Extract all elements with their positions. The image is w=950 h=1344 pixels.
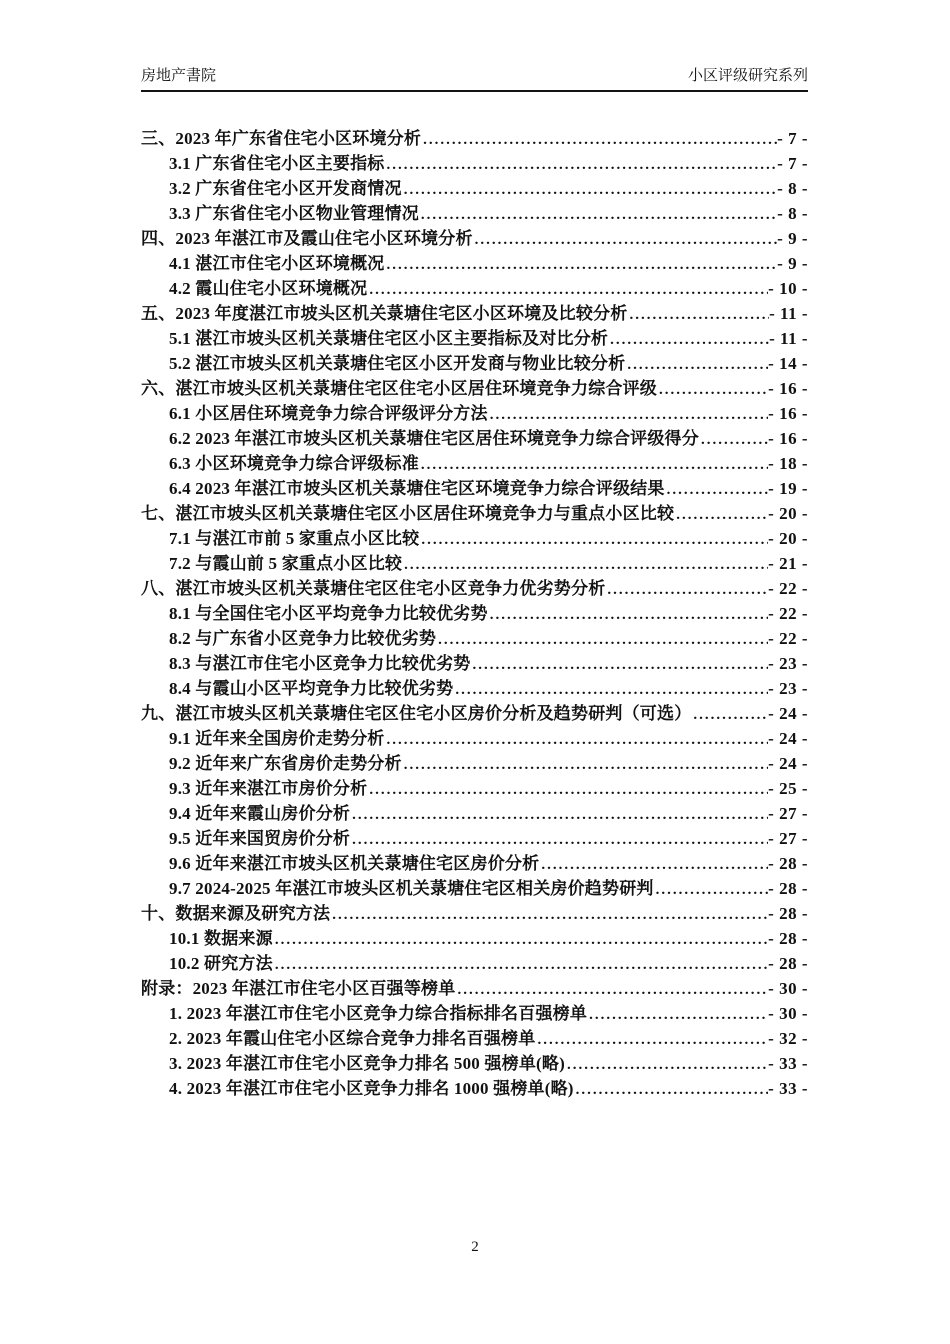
toc-entry-page-number: - 14 - [768, 354, 808, 373]
toc-entry[interactable] [141, 501, 808, 526]
toc-dot-leader [404, 753, 768, 778]
toc-dot-leader [275, 953, 768, 978]
toc-dot-leader [676, 503, 768, 528]
toc-entry-title: 4.1 湛江市住宅小区环境概况 [169, 254, 385, 273]
header-left-text: 房地产書院 [141, 68, 217, 84]
toc-dot-leader [567, 1053, 768, 1078]
toc-entry-title: 9.4 近年来霞山房价分析 [169, 804, 351, 823]
toc-dot-leader [387, 728, 769, 753]
toc-entry-title: 6.2 2023 年湛江市坡头区机关菉塘住宅区居住环境竞争力综合评级得分 [169, 429, 699, 448]
toc-entry-page-number: - 22 - [768, 604, 808, 623]
toc-entry-page-number: - 11 - [769, 304, 808, 323]
toc-dot-leader [352, 828, 768, 853]
toc-entry[interactable] [141, 676, 808, 701]
toc-entry[interactable] [141, 926, 808, 951]
toc-entry-title: 五、2023 年度湛江市坡头区机关菉塘住宅区小区环境及比较分析 [141, 304, 628, 323]
toc-entry-page-number: - 27 - [768, 804, 808, 823]
toc-dot-leader [473, 653, 769, 678]
toc-entry-title: 4.2 霞山住宅小区环境概况 [169, 279, 368, 298]
toc-entry[interactable] [141, 826, 808, 851]
toc-entry-page-number: - 33 - [768, 1079, 808, 1098]
toc-entry-title: 九、湛江市坡头区机关菉塘住宅区住宅小区房价分析及趋势研判（可选） [141, 704, 692, 723]
toc-entry[interactable] [141, 726, 808, 751]
toc-entry-page-number: - 10 - [768, 279, 808, 298]
toc-entry-page-number: - 7 - [777, 154, 808, 173]
toc-entry[interactable] [141, 1076, 808, 1101]
toc-entry[interactable] [141, 476, 808, 501]
toc-entry-title: 9.1 近年来全国房价走势分析 [169, 729, 385, 748]
toc-entry-page-number: - 25 - [768, 779, 808, 798]
toc-entry-title: 附录：2023 年湛江市住宅小区百强等榜单 [141, 979, 456, 998]
toc-entry[interactable] [141, 801, 808, 826]
toc-entry-page-number: - 28 - [768, 904, 808, 923]
toc-entry-page-number: - 7 - [777, 129, 808, 148]
toc-entry-title: 3.2 广东省住宅小区开发商情况 [169, 179, 402, 198]
toc-list [141, 126, 808, 1101]
toc-entry-title: 5.2 湛江市坡头区机关菉塘住宅区小区开发商与物业比较分析 [169, 354, 626, 373]
toc-entry[interactable] [141, 251, 808, 276]
toc-dot-leader [475, 228, 778, 253]
toc-entry-page-number: - 8 - [777, 204, 808, 223]
header-right-text: 小区评级研究系列 [687, 68, 808, 84]
toc-entry-title: 10.1 数据来源 [169, 929, 273, 948]
toc-entry-title: 八、湛江市坡头区机关菉塘住宅区住宅小区竞争力优劣势分析 [141, 579, 606, 598]
toc-dot-leader [693, 703, 768, 728]
toc-entry-page-number: - 30 - [768, 979, 808, 998]
toc-entry-page-number: - 22 - [768, 629, 808, 648]
toc-entry[interactable] [141, 276, 808, 301]
toc-entry-title: 8.2 与广东省小区竞争力比较优劣势 [169, 629, 437, 648]
toc-entry-page-number: - 20 - [768, 504, 808, 523]
toc-entry-title: 六、湛江市坡头区机关菉塘住宅区住宅小区居住环境竞争力综合评级 [141, 379, 657, 398]
toc-entry[interactable] [141, 526, 808, 551]
toc-dot-leader [455, 678, 768, 703]
toc-dot-leader [537, 1028, 768, 1053]
toc-entry-title: 8.1 与全国住宅小区平均竞争力比较优劣势 [169, 604, 488, 623]
toc-entry-title: 9.5 近年来国贸房价分析 [169, 829, 351, 848]
toc-entry-page-number: - 11 - [769, 329, 808, 348]
toc-entry-title: 9.3 近年来湛江市房价分析 [169, 779, 368, 798]
toc-dot-leader [541, 853, 768, 878]
toc-dot-leader [457, 978, 768, 1003]
toc-entry[interactable] [141, 876, 808, 901]
toc-entry-page-number: - 21 - [768, 554, 808, 573]
toc-entry-title: 3. 2023 年湛江市住宅小区竞争力排名 500 强榜单(略) [169, 1054, 565, 1073]
toc-entry-page-number: - 9 - [777, 254, 808, 273]
toc-dot-leader [490, 403, 768, 428]
toc-entry[interactable] [141, 626, 808, 651]
toc-entry-page-number: - 8 - [777, 179, 808, 198]
toc-dot-leader [387, 153, 778, 178]
toc-dot-leader [627, 353, 768, 378]
toc-entry[interactable] [141, 426, 808, 451]
toc-entry-title: 1. 2023 年湛江市住宅小区竞争力综合指标排名百强榜单 [169, 1004, 588, 1023]
toc-entry-title: 十、数据来源及研究方法 [141, 904, 331, 923]
toc-dot-leader [404, 553, 768, 578]
toc-entry-title: 7.1 与湛江市前 5 家重点小区比较 [169, 529, 420, 548]
toc-entry-title: 3.3 广东省住宅小区物业管理情况 [169, 204, 419, 223]
toc-entry-page-number: - 28 - [768, 854, 808, 873]
toc-entry[interactable] [141, 176, 808, 201]
toc-entry[interactable] [141, 851, 808, 876]
toc-entry-title: 七、湛江市坡头区机关菉塘住宅区小区居住环境竞争力与重点小区比较 [141, 504, 675, 523]
toc-entry-page-number: - 23 - [768, 654, 808, 673]
toc-entry-page-number: - 9 - [777, 229, 808, 248]
toc-entry-title: 三、2023 年广东省住宅小区环境分析 [141, 129, 422, 148]
toc-dot-leader [275, 928, 768, 953]
toc-dot-leader [423, 128, 777, 153]
toc-entry-title: 5.1 湛江市坡头区机关菉塘住宅区小区主要指标及对比分析 [169, 329, 609, 348]
toc-dot-leader [659, 378, 768, 403]
toc-entry-title: 10.2 研究方法 [169, 954, 273, 973]
toc-entry[interactable] [141, 751, 808, 776]
toc-entry-page-number: - 28 - [768, 929, 808, 948]
toc-entry[interactable] [141, 776, 808, 801]
toc-entry[interactable] [141, 976, 808, 1001]
toc-entry[interactable] [141, 701, 808, 726]
toc-entry-page-number: - 28 - [768, 879, 808, 898]
toc-entry[interactable] [141, 1026, 808, 1051]
toc-dot-leader [607, 578, 768, 603]
toc-entry[interactable] [141, 351, 808, 376]
toc-entry-title: 9.2 近年来广东省房价走势分析 [169, 754, 402, 773]
toc-entry-page-number: - 33 - [768, 1054, 808, 1073]
toc-entry-page-number: - 18 - [768, 454, 808, 473]
toc-dot-leader [421, 453, 768, 478]
toc-dot-leader [576, 1078, 769, 1103]
toc-entry-page-number: - 27 - [768, 829, 808, 848]
toc-entry[interactable] [141, 1001, 808, 1026]
toc-entry-title: 8.3 与湛江市住宅小区竞争力比较优劣势 [169, 654, 471, 673]
toc-entry[interactable] [141, 651, 808, 676]
toc-entry-page-number: - 24 - [768, 754, 808, 773]
page-header [141, 64, 808, 92]
toc-entry[interactable] [141, 451, 808, 476]
toc-entry-title: 9.6 近年来湛江市坡头区机关菉塘住宅区房价分析 [169, 854, 540, 873]
toc-entry-title: 9.7 2024-2025 年湛江市坡头区机关菉塘住宅区相关房价趋势研判 [169, 879, 654, 898]
toc-entry-title: 4. 2023 年湛江市住宅小区竞争力排名 1000 强榜单(略) [169, 1079, 574, 1098]
toc-dot-leader [701, 428, 768, 453]
toc-dot-leader [421, 528, 768, 553]
toc-entry[interactable] [141, 126, 808, 151]
toc-dot-leader [352, 803, 768, 828]
toc-entry-title: 四、2023 年湛江市及霞山住宅小区环境分析 [141, 229, 473, 248]
toc-entry[interactable] [141, 901, 808, 926]
toc-dot-leader [667, 478, 769, 503]
toc-entry[interactable] [141, 376, 808, 401]
toc-entry-title: 2. 2023 年霞山住宅小区综合竞争力排名百强榜单 [169, 1029, 536, 1048]
toc-dot-leader [369, 278, 768, 303]
toc-dot-leader [656, 878, 769, 903]
toc-dot-leader [369, 778, 768, 803]
toc-entry-page-number: - 23 - [768, 679, 808, 698]
toc-entry-page-number: - 32 - [768, 1029, 808, 1048]
toc-entry-page-number: - 19 - [768, 479, 808, 498]
toc-entry[interactable] [141, 226, 808, 251]
toc-entry[interactable] [141, 601, 808, 626]
toc-entry[interactable] [141, 151, 808, 176]
toc-dot-leader [490, 603, 768, 628]
toc-entry[interactable] [141, 951, 808, 976]
toc-dot-leader [387, 253, 778, 278]
toc-dot-leader [404, 178, 777, 203]
toc-entry[interactable] [141, 301, 808, 326]
toc-dot-leader [421, 203, 777, 228]
toc-dot-leader [332, 903, 768, 928]
toc-entry-page-number: - 28 - [768, 954, 808, 973]
toc-entry-page-number: - 20 - [768, 529, 808, 548]
toc-entry-title: 3.1 广东省住宅小区主要指标 [169, 154, 385, 173]
toc-entry[interactable] [141, 326, 808, 351]
toc-entry-title: 7.2 与霞山前 5 家重点小区比较 [169, 554, 403, 573]
page-number: 2 [471, 1239, 479, 1255]
toc-entry-page-number: - 24 - [768, 729, 808, 748]
toc-entry-page-number: - 24 - [768, 704, 808, 723]
toc-entry-page-number: - 30 - [768, 1004, 808, 1023]
toc-entry-title: 6.4 2023 年湛江市坡头区机关菉塘住宅区环境竞争力综合评级结果 [169, 479, 665, 498]
toc-entry[interactable] [141, 551, 808, 576]
toc-entry-page-number: - 16 - [768, 429, 808, 448]
toc-entry-page-number: - 16 - [768, 379, 808, 398]
toc-entry-title: 6.1 小区居住环境竞争力综合评级评分方法 [169, 404, 488, 423]
toc-dot-leader [438, 628, 768, 653]
toc-entry-page-number: - 22 - [768, 579, 808, 598]
toc-entry-page-number: - 16 - [768, 404, 808, 423]
toc-entry[interactable] [141, 401, 808, 426]
toc-entry-title: 8.4 与霞山小区平均竞争力比较优劣势 [169, 679, 454, 698]
toc-entry-title: 6.3 小区环境竞争力综合评级标准 [169, 454, 419, 473]
toc-entry[interactable] [141, 576, 808, 601]
toc-entry[interactable] [141, 1051, 808, 1076]
toc-entry[interactable] [141, 201, 808, 226]
toc-dot-leader [629, 303, 769, 328]
toc-dot-leader [589, 1003, 768, 1028]
toc-dot-leader [610, 328, 769, 353]
